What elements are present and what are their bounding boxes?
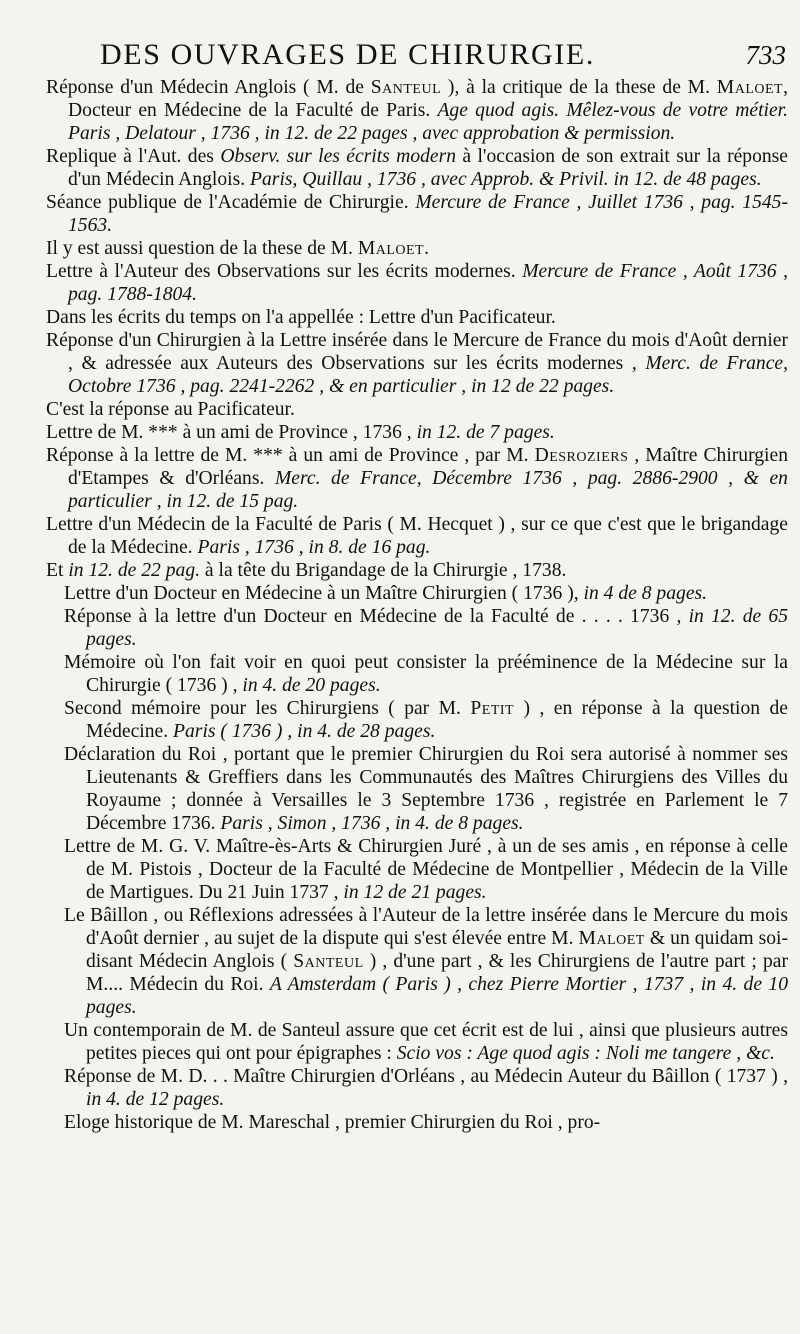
text-segment: Réponse à la lettre d'un Docteur en Médecine de la Faculté de . . . . 1736 , — [64, 606, 689, 627]
italic-segment: Mercure de France , Juillet 1736 , pag. 1545-1563. — [68, 192, 788, 236]
italic-segment: Merc. de France, Octobre 1736 , pag. 2241-2262 , & en particulier , in 12 de 22 pages. — [68, 353, 788, 397]
text-segment: & un quidam soi-disant Médecin Anglois ( — [86, 928, 788, 972]
text-segment: , Docteur en Médecine de la Faculté de Paris. — [68, 77, 788, 121]
small-caps-segment: Petit — [470, 698, 515, 719]
small-caps-segment: Maloet — [716, 77, 784, 98]
text-segment: ) , en réponse à la question de Médecine. — [86, 698, 789, 742]
text-segment: Dans les écrits du temps on l'a appellée : Lettre d'un Pacificateur. — [46, 307, 556, 328]
text-segment: à l'occasion de son extrait sur la réponse d'un Médecin Anglois. — [68, 146, 789, 190]
running-header — [100, 38, 786, 78]
small-caps-segment: Desroziers — [534, 445, 629, 466]
bibliography-entry — [46, 421, 788, 444]
bibliography-entry — [46, 743, 788, 835]
bibliography-entry — [46, 835, 788, 904]
text-segment: Lettre de M. *** à un ami de Province , 1736 , — [46, 422, 417, 443]
text-segment: , Maître Chirurgien d'Etampes & d'Orléans. — [68, 445, 788, 489]
page-number: 733 — [745, 40, 786, 70]
bibliography-entry — [46, 1111, 788, 1134]
text-segment: Un contemporain de M. de Santeul assure que cet écrit est de lui , ainsi que plusieurs autres petites pieces qui ont pour épigraphes : — [64, 1020, 788, 1064]
text-segment: Lettre de M. G. V. Maître-ès-Arts & Chirurgien Juré , à un de ses amis , en réponse à celle de M. Pistois , Docteur de la Faculté de Médecine de Montpellier , Médecin de la Ville de Martigues. Du 21 Juin 1737 , — [64, 836, 788, 903]
italic-segment: Merc. de France, Décembre 1736 , pag. 2886-2900 , & en particulier , in 12. de 15 pag. — [68, 468, 788, 512]
italic-segment: Paris, Quillau , 1736 , avec Approb. & Privil. in 12. de 48 pages. — [250, 169, 762, 190]
bibliography-entry — [46, 398, 788, 421]
bibliography-entry — [46, 513, 788, 559]
text-segment: Second mémoire pour les Chirurgiens ( par M. — [64, 698, 471, 719]
text-segment: Réponse à la lettre de M. *** à un ami de Province , par M. — [46, 445, 535, 466]
text-segment: Eloge historique de M. Mareschal , premier Chirurgien du Roi , pro- — [64, 1112, 601, 1133]
bibliography-entry — [46, 76, 788, 145]
italic-segment: Paris , 1736 , in 8. de 16 pag. — [197, 537, 431, 558]
text-segment: Réponse d'un Médecin Anglois ( M. de — [46, 77, 371, 98]
italic-segment: Paris ( 1736 ) , in 4. de 28 pages. — [173, 721, 436, 742]
small-caps-segment: Santeul — [370, 77, 442, 98]
text-segment: Réponse de M. D. . . Maître Chirurgien d'Orléans , au Médecin Auteur du Bâillon ( 1737 ) , — [64, 1066, 788, 1087]
text-segment: Lettre d'un Médecin de la Faculté de Paris ( M. Hecquet ) , sur ce que c'est que le brigandage de la Médecine. — [46, 514, 788, 558]
text-segment: Il y est aussi question de la these de M. — [46, 238, 358, 259]
small-caps-segment: Maloet — [578, 928, 645, 949]
bibliography-entry — [46, 444, 788, 513]
text-segment: Replique à l'Aut. des — [46, 146, 221, 167]
running-title: DES OUVRAGES DE CHIRURGIE. — [100, 38, 595, 71]
italic-segment: in 12 de 21 pages. — [343, 882, 487, 903]
italic-segment: in 4 de 8 pages. — [583, 583, 708, 604]
italic-segment: in 12. de 22 pag. — [68, 560, 201, 581]
bibliography-entry — [46, 697, 788, 743]
italic-segment: A Amsterdam ( Paris ) , chez Pierre Mortier , 1737 , in 4. de 10 pages. — [86, 974, 788, 1018]
small-caps-segment: Maloet. — [357, 238, 430, 259]
bibliography-entry — [46, 904, 788, 1019]
text-segment: Le Bâillon , ou Réflexions adressées à l'Auteur de la lettre insérée dans le Mercure du mois d'Août dernier , au sujet de la dispute qui s'est élevée entre M. — [64, 905, 788, 949]
text-segment: Lettre d'un Docteur en Médecine à un Maître Chirurgien ( 1736 ), — [64, 583, 584, 604]
bibliography-entry — [46, 1019, 788, 1065]
italic-segment: Age quod agis. Mêlez-vous de votre métier. Paris , Delatour , 1736 , in 12. de 22 pages , avec approbation & permission. — [68, 100, 789, 144]
text-segment: Mémoire où l'on fait voir en quoi peut consister la prééminence de la Médecine sur la Chirurgie ( 1736 ) , — [64, 652, 788, 696]
text-segment: ), à la critique de la these de M. — [441, 77, 717, 98]
italic-segment: Paris , Simon , 1736 , in 4. de 8 pages. — [220, 813, 524, 834]
bibliography-entry — [46, 145, 788, 191]
text-segment: C'est la réponse au Pacificateur. — [46, 399, 295, 420]
italic-segment: in 12. de 65 pages. — [86, 606, 789, 650]
bibliography-entry — [46, 582, 788, 605]
text-segment: Et — [46, 560, 69, 581]
bibliography-entry — [46, 605, 788, 651]
bibliography-entry — [46, 260, 788, 306]
bibliography-entry — [46, 237, 788, 260]
text-segment: Réponse d'un Chirurgien à la Lettre insérée dans le Mercure de France du mois d'Août dernier , & adressée aux Auteurs des Observations sur les écrits modernes , — [46, 330, 788, 374]
bibliography-entry — [46, 191, 788, 237]
text-segment: Déclaration du Roi , portant que le premier Chirurgien du Roi sera autorisé à nommer ses Lieutenants & Greffiers dans les Communautés des Maîtres Chirurgiens des Villes du Royaume ; donnée à Versailles le 3 Septembre 1736 , registrée en Parlement le 7 Décembre 1736. — [64, 744, 788, 834]
bibliography-entry — [46, 329, 788, 398]
bibliography-entry — [46, 1065, 788, 1111]
small-caps-segment: Santeul — [293, 951, 364, 972]
bibliography-entry — [46, 651, 788, 697]
text-segment: ) , d'une part , & les Chirurgiens de l'autre part ; par M.... Médecin du Roi. — [86, 951, 788, 995]
bibliography-entry — [46, 559, 788, 582]
bibliography-text — [46, 76, 788, 1134]
italic-segment: Mercure de France , Août 1736 , pag. 1788-1804. — [68, 261, 788, 305]
italic-segment: in 4. de 12 pages. — [86, 1089, 225, 1110]
italic-segment: in 12. de 7 pages. — [416, 422, 555, 443]
text-segment: Séance publique de l'Académie de Chirurgie. — [46, 192, 416, 213]
italic-segment: Observ. sur les écrits modern — [220, 146, 457, 167]
bibliography-entry — [46, 306, 788, 329]
text-segment: à la tête du Brigandage de la Chirurgie , 1738. — [200, 560, 567, 581]
italic-segment: Scio vos : Age quod agis : Noli me tangere , &c. — [396, 1043, 775, 1064]
italic-segment: in 4. de 20 pages. — [242, 675, 381, 696]
text-segment: Lettre à l'Auteur des Observations sur les écrits modernes. — [46, 261, 523, 282]
